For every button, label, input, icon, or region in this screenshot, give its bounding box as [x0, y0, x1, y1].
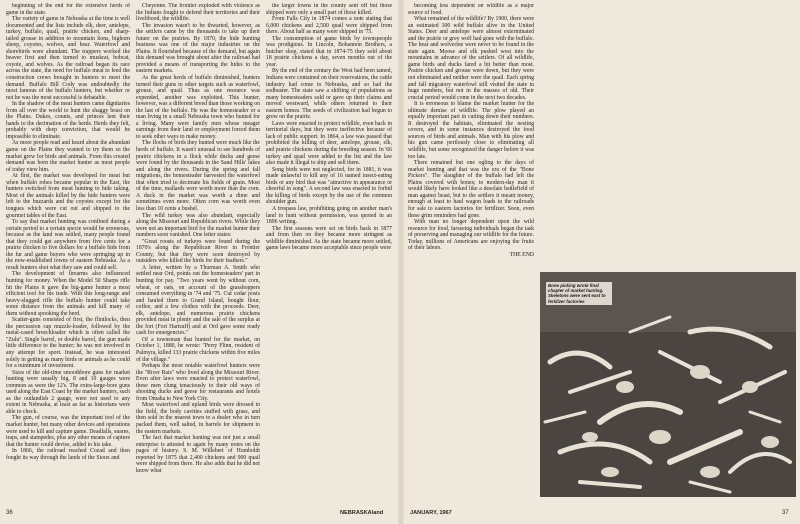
- paragraph: A trespass law, prohibiting going on another man's land to hunt without permission, was quoted in an 1896 writing.: [266, 205, 392, 226]
- paragraph: The development of firearms also influenced hunting for money. When the Model 50 Sharps rifle hit the Plains it gave the big-game hunter a most efficient tool for his trade. With this long-range and heavy-slugged rifle the buffalo hunter could take some distance from the animals and kill many of them without spooking the herd.: [6, 271, 130, 317]
- paragraph: What remained of the wildlife? By 1900, there were an estimated 300 wild buffalo alive in the United States. Deer and antelope were almost exterminated and the prairie or grey wolf had gone with the buffalo. The bear and wolverine were never to be found in the state again. Moose and elk pushed west into the mountains in advance of the settlers. Of all wildlife, game birds and ducks fared a bit better than most. Prairie chicken and grouse were down, but they were not eliminated and neither were the quail. Each spring and fall migratory waterfowl still visited the state in huge numbers, but not in the masses of old. Their crucial period would come in the next two decades.: [408, 16, 534, 101]
- paragraph: Cheyenne. The frontier exploded with violence as the Indians fought to defend their territories and their livelihood, the wildlife.: [136, 3, 260, 23]
- paragraph: The invasion wasn't to be thwarted, however, as the settlers came by the thousands to take up their future on the prairies. By 1870, the hide hunting business was one of the major industries on the Plains. It flourished because of the demand, but again this demand was brought about after the railroad had provided a means of transporting the hides to the eastern markets.: [136, 22, 260, 75]
- text-column-2: [136, 3, 260, 503]
- page-number-right: 37: [782, 510, 789, 516]
- paragraph: the larger towns in the county sent off but those shipped were only a small part of those killed.: [266, 3, 392, 16]
- bone-pile-image: [540, 272, 796, 497]
- paragraph: beginning of the end for the extensive herds of game in the state.: [6, 3, 130, 16]
- paragraph: The variety of game in Nebraska at the time is well documented and the lists include elk, deer, antelope, turkey, buffalo, quail, prairie chicken, and sharp-tailed grouse in addition to mountain lions, bighorn sheep, coyotes, wolves, and bear. Waterfowl and shorebirds were abundant. The trappers worked the beaver first and then turned to muskrat, bobcat, coyote, and wolves. As the railroad began its race across the state, the need for buffalo meat to feed the construction crews brought in hunters to meet the demand. Buffalo Bill Cody was undoubtedly the most famous of the buffalo hunters, but whether or not he was the most successful is debatable.: [6, 16, 130, 101]
- paragraph: There remained but one ogling to the days of market hunting and that was the era of the "Bone Pickers". The slaughter of the buffalo had left the Plains covered with bones; to modern-day man it would likely have looked like a desolate battlefield of man against beast, but to the settlers it meant money, enough at least to haul wagon loads to the railroads for sale to eastern factories for fertilizer. Soon, even these grim reminders had gone.: [408, 160, 534, 219]
- paragraph: Scatter-guns consisted of first, the flintlocks, then the percussion cap muzzle-loader, followed by the metal-cased breechloader which is often called the "Zulu". Single barrel, or double barrel, the gun made little difference to the hunter; he was not involved in any attempt for sport. Instead, he was interested solely in getting as many birds or animals as he could for a minimum of investment.: [6, 317, 130, 370]
- paragraph: The flocks of birds they hunted were much like the herds of buffalo. It wasn't unusual to see hundreds of prairie chickens in a flock while ducks and geese were found by the thousands in the Sand Hills' lakes and along the rivers. During the spring and fall migrations, the homesteader harvested the waterfowl that often tried to decimate his fields of grain. Most of the time, mallards were worth more than the corn. A duck in the market was worth a dime and sometimes even more. Often corn was worth even less than 10 cents a bushel.: [136, 140, 260, 212]
- paragraph: At first, the market was developed for meat but when buffalo robes became popular in the East, the hunters switched from meat hunting to hide taking. Most of the animals killed by the hide hunters were left to the buzzards and the coyotes except for the tongues which were cut out and shipped to the gourmet tables of the East.: [6, 173, 130, 219]
- text-column-4: [408, 3, 534, 503]
- paragraph: The first seasons were set on birds back in 1877 and from then on they became more stringent as wildlife diminished. As the state became more settled, game laws became more acceptable since people were: [266, 225, 392, 252]
- text-column-3: [266, 3, 392, 503]
- text-column-1: [6, 3, 130, 503]
- paragraph: In the shadow of the meat hunters came dignitaries from all over the world to hunt the shaggy beast on the Plains. Dukes, counts, and princes lent their hands to the decimation of the herds. Herds they felt, probably with deep conviction, that would be impossible to eliminate.: [6, 101, 130, 140]
- paragraph: The wild turkey was also abundant, especially along the Missouri and Republican rivers. While they were not an important bird for the market hunter their numbers soon vanished. One letter states:: [136, 212, 260, 239]
- paragraph: Of a townsman that hunted for the market, on October 1, 1880, he wrote: "Perry Flinn, resident of Palmyra, killed 133 prairie chickens within five miles of the village.": [136, 336, 260, 363]
- paragraph: Laws were enacted to protect wildlife, even back in territorial days, but they were ineffective because of lack of public support. In 1864, a law was passed that prohibited the killing of deer, antelope, grouse, elk, and prairie chickens during the breeding season. In '66 turkey and quail were added to the list and the law also made it illegal to ship and sell them.: [266, 120, 392, 167]
- paragraph: Perhaps the most notable waterfowl hunters were the "River Rats" who lived along the Missouri River. Even after laws were enacted to protect waterfowl, these men clung tenaciously to their old ways of shooting ducks and geese for restaurants and hotels from Omaha to New York City.: [136, 363, 260, 402]
- magazine-name: NEBRASKAland: [340, 510, 384, 516]
- end-mark: THE END: [509, 251, 534, 258]
- paragraph: It is erroneous to blame the market hunter for the ultimate demise of wildlife. The plow played an equally important part in cutting down their numbers. It destroyed the habitats, eliminated the nesting covers, and in some instances destroyed the food sources of birds and animals. Man with his plow and his gun came perilously close to eliminating all wildlife, but some recognized the danger before it was too late.: [408, 101, 534, 160]
- paragraph: Song birds were not neglected, for in 1881, it was made unlawful to kill any of 16 named insect-eating birds or any bird that was "attractive in appearance or cheerful in song". A second law was enacted to forbid the killing of birds except by the use of the common shoulder gun.: [266, 166, 392, 206]
- paragraph: To say that market hunting was confined during a certain period to a certain specie would be erroneous, because as the land was settled, many people found that they could get anywhere from five cents for a prairie chicken to five dollars for a buffalo hide from the fur and game buyers who were springing up in the now-established towns of eastern Nebraska. As a result hunters shot what they saw and could sell.: [6, 219, 130, 271]
- paragraph: A letter, written by a Thurman A. Smith who settled near Ord, points out the homesteaders' part in hunting for pay. "Two years went by without corn, wheat, or oats, on account of the grasshoppers consumed everything in '74 and '75. Cut cedar posts and hauled them to Grand Island, bought flour, coffee, and a few clothes with the proceeds. Deer, elk, antelope, and numerous prairie chickens provided meat in plenty and the sale of the surplus at the fort (Fort Hartsuff) and at Ord gave some ready cash for emergencies.": [136, 264, 260, 337]
- paragraph: becoming less dependent on wildlife as a major source of food.: [408, 3, 534, 16]
- paragraph: The consumption of game birds by townspeople was prodigious. In Lincoln, Bohannon Brothers, a butcher shop, stated that in 1874-75 they sold about 18 prairie chickens a day, seven months out of the year.: [266, 35, 392, 68]
- paragraph: As the great herds of buffalo diminished, hunters turned their guns to other targets such as waterfowl, grouse, and quail. Thus as one resource was expended, another was exploited. This hunter, however, was a different breed than those working on the last of the buffalo. He was the homesteader or a man living in a small Nebraska town who hunted for a living. Many were family men whose meager earnings from their land or employment forced them to seek other ways to make money.: [136, 75, 260, 140]
- photo-caption: Bone picking wrote final chapter of market hunting. Skeletons were sent east to fertilizer factories: [546, 282, 612, 305]
- paragraph: Most waterfowl and upland birds were dressed in the field, the body cavities stuffed with grass, and then sold in the nearest town to a dealer who in turn packed them, well salted, in barrels for shipment to the eastern markets.: [136, 402, 260, 435]
- paragraph: Sizes of the old-time smoothbore guns for market hunting were usually big, 8 and 10 gauges were common as were the 12's. The extra-large-bore guns used along the East Coast by the market hunters, such as the outlandish 2 gauge, were not used to any extent in Nebraska, at least as far as historians were able to check.: [6, 369, 130, 415]
- paragraph: From Falls City in 1874 comes a note stating that 6,000 chickens and 2,500 quail were shipped from there. About half as many were shipped in '75.: [266, 16, 392, 36]
- paragraph: "Great roosts of turkeys were found during the 1870's along the Republican River in Frontier County, but that they were soon destroyed by outsiders who killed the birds for their feathers.": [136, 238, 260, 265]
- paragraph: By the end of the century the West had been tamed, Indians were contained on their reservations, the cattle industry had come to Nebraska, and so had the sodbuster. The state saw a shifting of populations as many homesteaders sold or gave up their claims and moved westward, while others returned to their eastern homes. The seeds of civilization had begun to grow on the prairie.: [266, 68, 392, 121]
- paragraph: The gun, of course, was the important tool of the market hunter, but many other devices and operations were used to kill and capture game. Deadfalls, snares, traps, and stampedes, plus any other means of capture that the hunter could devise, added to his take.: [6, 415, 130, 448]
- page-number-left: 36: [6, 510, 13, 516]
- paragraph: In 1866, the railroad reached Cozad and then fought its way through the lands of the Sioux and: [6, 448, 130, 461]
- issue-date: JANUARY, 1967: [410, 510, 452, 516]
- paragraph: As more people read and heard about the abundant game on the Plains they wanted to try them so the market grew for birds and animals. From this created demand was born the market hunter as most people of today view him.: [6, 140, 130, 173]
- paragraph: With man no longer dependent upon the wild resource for food, farseeing individuals began the task of preserving and managing our wildlife for the future. Today, millions of Americans are enjoying the fruits of their labors.: [408, 219, 534, 252]
- bone-pile-photo: [540, 272, 796, 497]
- page-gutter: [398, 0, 404, 524]
- paragraph: The fact that market hunting was not just a small enterprise is attested to again by many notes on the pages of history. S. M. Willehert of Humboldt reported by 1875 that 2,400 chickens and 900 quail were shipped from there. He also adds that he did not know what: [136, 435, 260, 474]
